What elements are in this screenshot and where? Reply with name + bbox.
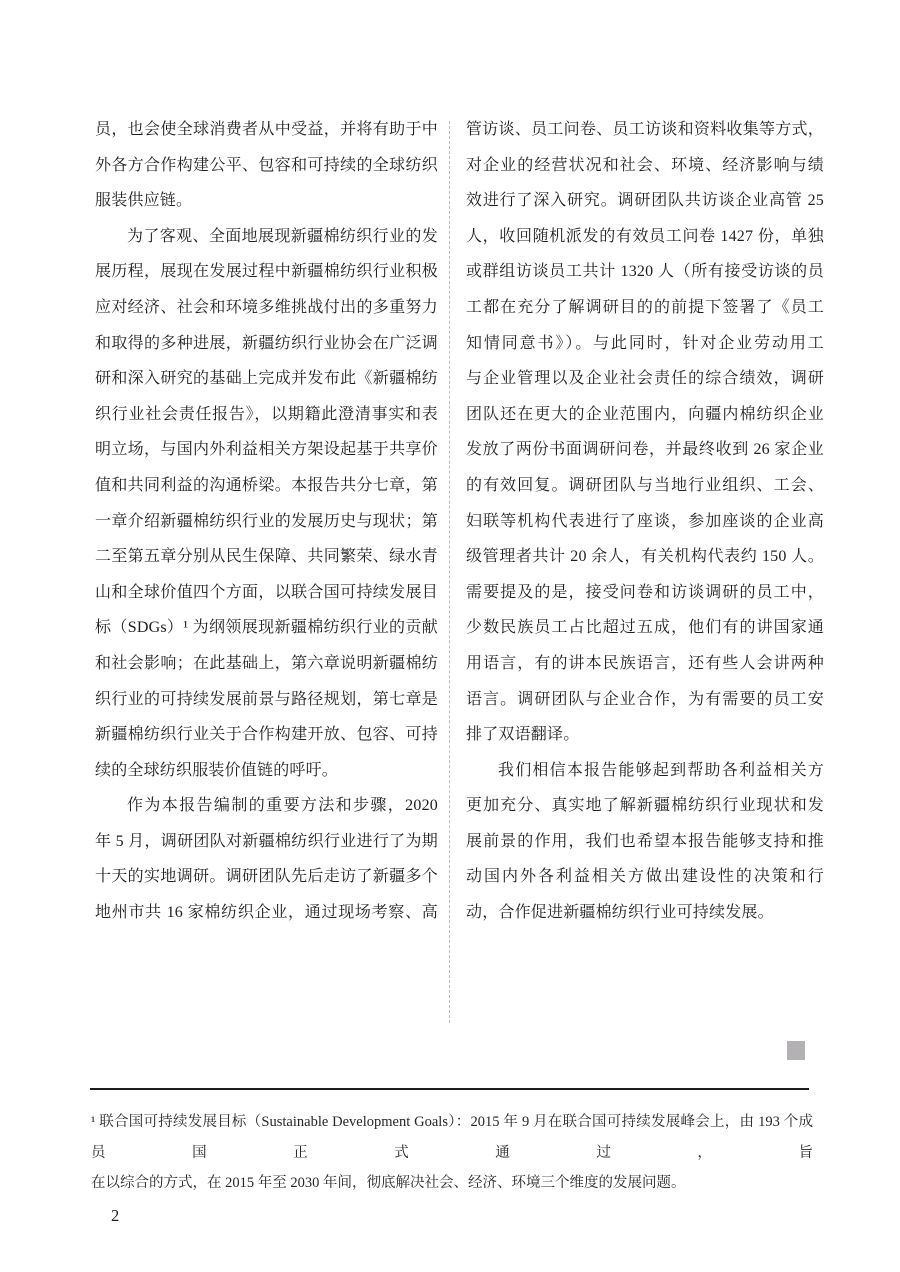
text-line: 效进行了深入研究。调研团队共访谈企业高管 25 bbox=[466, 192, 824, 210]
text-line: 值和共同利益的沟通桥梁。本报告共分七章，第 bbox=[95, 476, 438, 494]
text-line: 排了双语翻译。 bbox=[466, 726, 580, 744]
text-line: 知情同意书》）。与此同时，针对企业劳动用工 bbox=[466, 334, 824, 352]
decoration-square bbox=[787, 1041, 805, 1060]
text-line: 人，收回随机派发的有效员工问卷 1427 份，单独 bbox=[466, 227, 824, 245]
text-line: 为了客观、全面地展现新疆棉纺织行业的发 bbox=[127, 227, 438, 245]
text-line: 和取得的多种进展，新疆纺织行业协会在广泛调 bbox=[95, 334, 438, 352]
text-line: 作为本报告编制的重要方法和步骤，2020 bbox=[127, 797, 438, 815]
text-line: 发放了两份书面调研问卷，并最终收到 26 家企业 bbox=[466, 441, 824, 459]
text-line: 一章介绍新疆棉纺织行业的发展历史与现状；第 bbox=[95, 512, 438, 530]
text-line: 研和深入研究的基础上完成并发布此《新疆棉纺 bbox=[95, 370, 438, 388]
text-line: 的有效回复。调研团队与当地行业组织、工会、 bbox=[466, 476, 824, 494]
text-line: 明立场，与国内外利益相关方架设起基于共享价 bbox=[95, 441, 438, 459]
text-line: 外各方合作构建公平、包容和可持续的全球纺织 bbox=[95, 156, 438, 174]
text-line: 与企业管理以及企业社会责任的综合绩效，调研 bbox=[466, 370, 824, 388]
footnote-separator bbox=[90, 1088, 809, 1090]
text-line: 标（SDGs）¹ 为纲领展现新疆棉纺织行业的贡献 bbox=[95, 619, 438, 637]
text-line: 或群组访谈员工共计 1320 人（所有接受访谈的员 bbox=[466, 263, 824, 281]
text-line: 需要提及的是，接受问卷和访谈调研的员工中， bbox=[466, 583, 824, 601]
text-line: 少数民族员工占比超过五成，他们有的讲国家通 bbox=[466, 619, 824, 637]
text-line: 在以综合的方式，在 2015 年至 2030 年间，彻底解决社会、经济、环境三个维度的发展问题。 bbox=[91, 1175, 686, 1191]
column-divider bbox=[449, 121, 450, 1023]
text-line: 员，也会使全球消费者从中受益，并将有助于中 bbox=[95, 121, 438, 138]
text-line: 展前景的作用，我们也希望本报告能够支持和推 bbox=[466, 832, 824, 850]
text-line: ¹ 联合国可持续发展目标（Sustainable Development Goals）：2015 年 9 月在联合国可持续发展峰会上，由 193 个成员国正式通过，旨 bbox=[91, 1114, 813, 1161]
text-line: 级管理者共计 20 余人，有关机构代表约 150 人。 bbox=[466, 548, 824, 566]
text-line: 团队还在更大的企业范围内，向疆内棉纺织企业 bbox=[466, 405, 824, 423]
text-line: 年 5 月，调研团队对新疆棉纺织行业进行了为期 bbox=[95, 832, 438, 850]
text-line: 更加充分、真实地了解新疆棉纺织行业现状和发 bbox=[466, 797, 824, 815]
text-line: 动国内外各利益相关方做出建设性的决策和行 bbox=[466, 868, 824, 886]
text-line: 地州市共 16 家棉纺织企业，通过现场考察、高 bbox=[95, 904, 438, 922]
footnote bbox=[91, 1107, 813, 1199]
text-line: 续的全球纺织服装价值链的呼吁。 bbox=[95, 761, 339, 779]
text-line: 应对经济、社会和环境多维挑战付出的多重努力 bbox=[95, 298, 438, 316]
text-line: 服装供应链。 bbox=[95, 192, 193, 210]
text-line: 十天的实地调研。调研团队先后走访了新疆多个 bbox=[95, 868, 438, 886]
text-line: 对企业的经营状况和社会、环境、经济影响与绩 bbox=[466, 156, 824, 174]
text-line: 工都在充分了解调研目的的前提下签署了《员工 bbox=[466, 298, 824, 316]
text-line: 展历程，展现在发展过程中新疆棉纺织行业积极 bbox=[95, 263, 438, 281]
text-line: 织行业的可持续发展前景与路径规划，第七章是 bbox=[95, 690, 438, 708]
text-line: 二至第五章分别从民生保障、共同繁荣、绿水青 bbox=[95, 548, 438, 566]
text-line: 动，合作促进新疆棉纺织行业可持续发展。 bbox=[466, 904, 774, 922]
text-line: 织行业社会责任报告》，以期籍此澄清事实和表 bbox=[95, 405, 438, 423]
text-line: 语言。调研团队与企业合作，为有需要的员工安 bbox=[466, 690, 824, 708]
text-line: 妇联等机构代表进行了座谈，参加座谈的企业高 bbox=[466, 512, 824, 530]
text-line: 和社会影响；在此基础上，第六章说明新疆棉纺 bbox=[95, 654, 438, 672]
text-line: 山和全球价值四个方面，以联合国可持续发展目 bbox=[95, 583, 438, 601]
left-column bbox=[95, 112, 438, 931]
page-number: 2 bbox=[111, 1206, 120, 1225]
text-line: 管访谈、员工问卷、员工访谈和资料收集等方式， bbox=[466, 121, 824, 138]
text-line: 用语言，有的讲本民族语言，还有些人会讲两种 bbox=[466, 654, 824, 672]
text-line: 新疆棉纺织行业关于合作构建开放、包容、可持 bbox=[95, 726, 438, 744]
text-line: 我们相信本报告能够起到帮助各利益相关方 bbox=[498, 761, 824, 779]
right-column bbox=[466, 112, 824, 931]
